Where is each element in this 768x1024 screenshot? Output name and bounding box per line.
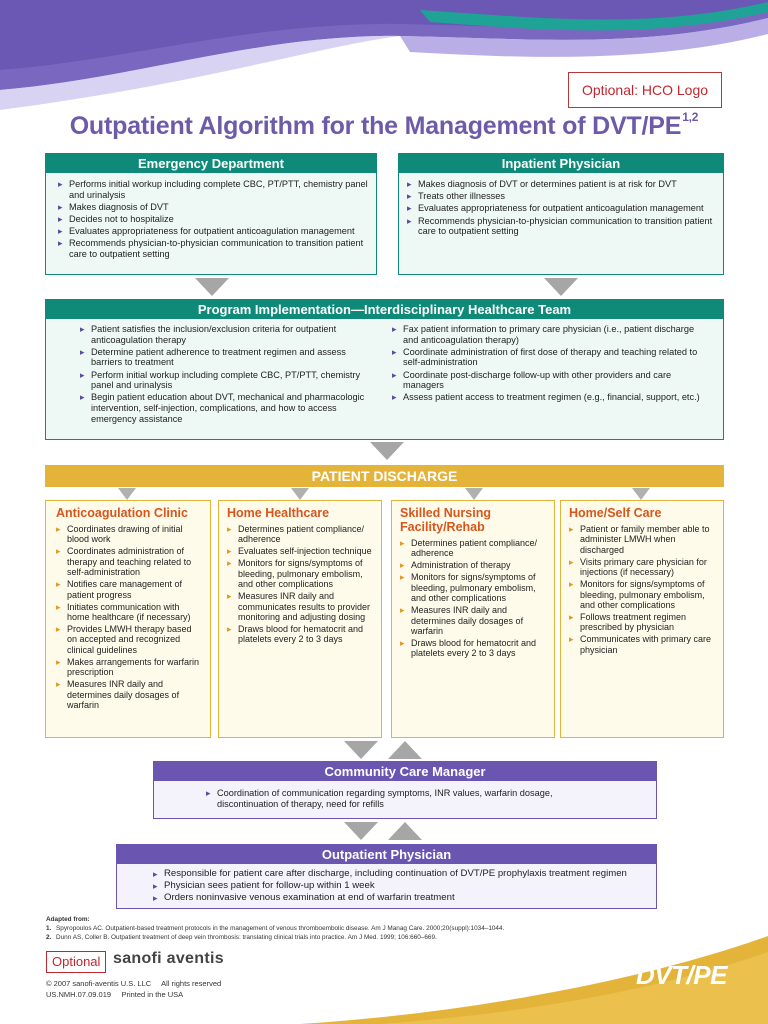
arrow-up-icon [388, 822, 422, 840]
reference-text: Spyropoulos AC. Outpatient-based treatment protocols in the management of venous thromboembolic disease. Am J Manag Care. 2000;20(suppl):1034–1044. [56, 925, 505, 932]
program-implementation-box [45, 299, 724, 440]
patient-discharge-bar: PATIENT DISCHARGE [45, 465, 724, 487]
list-item: ▸ Coordinate administration of first dose of therapy and teaching related to self-administration [392, 347, 702, 368]
home-self-care-list [569, 524, 717, 655]
list-item: ▸ Measures INR daily and determines daily dosages of warfarin [56, 679, 202, 710]
list-item: ▸ Evaluates appropriateness for outpatient anticoagulation management [407, 203, 715, 214]
skilled-nursing-box [391, 500, 555, 738]
emergency-department-box [45, 153, 377, 275]
outpatient-physician-box [116, 844, 657, 909]
community-care-manager-title: Community Care Manager [154, 762, 656, 781]
home-healthcare-box [218, 500, 382, 738]
sanofi-aventis-logo: sanofi aventis [113, 950, 224, 967]
list-item: ▸ Coordinates administration of therapy and teaching related to self-administration [56, 546, 202, 577]
list-item: ▸ Coordinate post-discharge follow-up with other providers and care managers [392, 370, 702, 391]
dvt-pe-brand-logo: DVT/PE [636, 960, 727, 990]
program-left-list [80, 324, 378, 426]
list-item: ▸ Makes diagnosis of DVT or determines patient is at risk for DVT [407, 179, 715, 190]
optional-label: Optional [46, 951, 106, 973]
list-item: ▸ Determines patient compliance/ adherence [400, 538, 548, 559]
list-item: ▸ Assess patient access to treatment regimen (e.g., financial, support, etc.) [392, 392, 702, 403]
list-item: ▸ Monitors for signs/symptoms of bleeding, pulmonary embolism, and other complications [227, 558, 375, 589]
arrow-down-icon [291, 488, 309, 500]
list-item: ▸ Patient or family member able to administer LMWH when discharged [569, 524, 717, 555]
outpatient-physician-title: Outpatient Physician [117, 845, 656, 864]
arrow-down-icon [544, 278, 578, 296]
list-item: ▸ Performs initial workup including complete CBC, PT/PTT, chemistry panel and urinalysis [58, 179, 368, 200]
reference-number: 1. [46, 925, 52, 932]
emergency-department-list [46, 173, 376, 260]
home-self-care-box [560, 500, 724, 738]
list-item: ▸ Coordination of communication regarding symptoms, INR values, warfarin dosage, discontinuation of therapy, need for refills [206, 788, 596, 809]
list-item: ▸ Notifies care management of patient progress [56, 579, 202, 600]
hco-logo-placeholder: Optional: HCO Logo [568, 72, 722, 108]
title-superscript: 1,2 [682, 110, 699, 124]
list-item: ▸ Decides not to hospitalize [58, 214, 368, 225]
skilled-nursing-list [400, 538, 548, 659]
reference-text: Dunn AS, Coller B. Outpatient treatment of deep vein thrombosis: translating clinical trials into practice. Am J Med. 1999; 106:660–669. [56, 934, 437, 941]
anticoagulation-clinic-list [56, 524, 202, 710]
home-healthcare-list [227, 524, 375, 645]
arrow-down-icon [344, 741, 378, 759]
list-item: ▸ Evaluates appropriateness for outpatient anticoagulation management [58, 226, 368, 237]
inpatient-physician-box [398, 153, 724, 275]
arrow-up-icon [388, 741, 422, 759]
list-item: ▸ Treats other illnesses [407, 191, 715, 202]
arrow-down-icon [118, 488, 136, 500]
anticoagulation-clinic-title: Anticoagulation Clinic [56, 506, 188, 520]
page-title [0, 112, 768, 141]
list-item: ▸ Monitors for signs/symptoms of bleeding, pulmonary embolism, and other complications [400, 572, 548, 603]
document-code: US.NMH.07.09.019 Printed in the USA [46, 990, 184, 999]
list-item: ▸ Makes arrangements for warfarin prescription [56, 657, 202, 678]
arrow-down-icon [344, 822, 378, 840]
arrow-down-icon [632, 488, 650, 500]
list-item: ▸ Visits primary care physician for injections (if necessary) [569, 557, 717, 578]
list-item: ▸ Physician sees patient for follow-up within 1 week [153, 881, 646, 892]
list-item: ▸ Measures INR daily and determines daily dosages of warfarin [400, 605, 548, 636]
list-item: ▸ Recommends physician-to-physician communication to transition patient care to outpatient setting [407, 216, 715, 237]
program-implementation-title: Program Implementation—Interdisciplinary Healthcare Team [46, 300, 723, 319]
page-title-text: Outpatient Algorithm for the Management of DVT/PE [69, 112, 682, 140]
list-item: ▸ Recommends physician-to-physician communication to transition patient care to outpatient setting [58, 238, 368, 259]
list-item: ▸ Initiates communication with home healthcare (if necessary) [56, 602, 202, 623]
list-item: ▸ Coordinates drawing of initial blood work [56, 524, 202, 545]
list-item: ▸ Begin patient education about DVT, mechanical and pharmacologic intervention, self-injection, complications, and how to access emergency assistance [80, 392, 378, 424]
list-item: ▸ Responsible for patient care after discharge, including continuation of DVT/PE prophylaxis treatment regimen [153, 869, 646, 880]
emergency-department-title: Emergency Department [46, 154, 376, 173]
home-healthcare-title: Home Healthcare [227, 506, 330, 520]
list-item: ▸ Follows treatment regimen prescribed by physician [569, 612, 717, 633]
copyright-text: © 2007 sanofi-aventis U.S. LLC All rights reserved [46, 979, 222, 988]
list-item: ▸ Perform initial workup including complete CBC, PT/PTT, chemistry panel and urinalysis [80, 370, 378, 391]
list-item: ▸ Communicates with primary care physician [569, 634, 717, 655]
references-heading: Adapted from: [46, 916, 90, 923]
list-item: ▸ Draws blood for hematocrit and platelets every 2 to 3 days [227, 624, 375, 645]
skilled-nursing-title: Skilled Nursing Facility/Rehab [400, 506, 491, 534]
list-item: ▸ Makes diagnosis of DVT [58, 202, 368, 213]
list-item: ▸ Monitors for signs/symptoms of bleeding, pulmonary embolism, and other complications [569, 579, 717, 610]
community-care-manager-box [153, 761, 657, 819]
list-item: ▸ Evaluates self-injection technique [227, 546, 375, 556]
list-item: ▸ Patient satisfies the inclusion/exclusion criteria for outpatient anticoagulation therapy [80, 324, 378, 345]
outpatient-physician-list [117, 864, 656, 904]
inpatient-physician-title: Inpatient Physician [399, 154, 723, 173]
list-item: ▸ Measures INR daily and communicates results to provider monitoring and adjusting dosing [227, 591, 375, 622]
list-item: ▸ Determine patient adherence to treatment regimen and assess barriers to treatment [80, 347, 378, 368]
inpatient-physician-list [399, 173, 723, 237]
anticoagulation-clinic-box [45, 500, 211, 738]
arrow-down-icon [370, 442, 404, 460]
list-item: ▸ Determines patient compliance/ adherence [227, 524, 375, 545]
home-self-care-title: Home/Self Care [569, 506, 662, 520]
program-right-list [392, 324, 702, 426]
arrow-down-icon [465, 488, 483, 500]
arrow-down-icon [195, 278, 229, 296]
community-care-manager-list [154, 781, 656, 809]
list-item: ▸ Provides LMWH therapy based on accepted and recognized clinical guidelines [56, 624, 202, 655]
list-item: ▸ Orders noninvasive venous examination at end of warfarin treatment [153, 893, 646, 904]
list-item: ▸ Administration of therapy [400, 560, 548, 570]
reference-number: 2. [46, 934, 52, 941]
list-item: ▸ Fax patient information to primary care physician (i.e., patient discharge and anticoagulation therapy) [392, 324, 702, 345]
list-item: ▸ Draws blood for hematocrit and platelets every 2 to 3 days [400, 638, 548, 659]
